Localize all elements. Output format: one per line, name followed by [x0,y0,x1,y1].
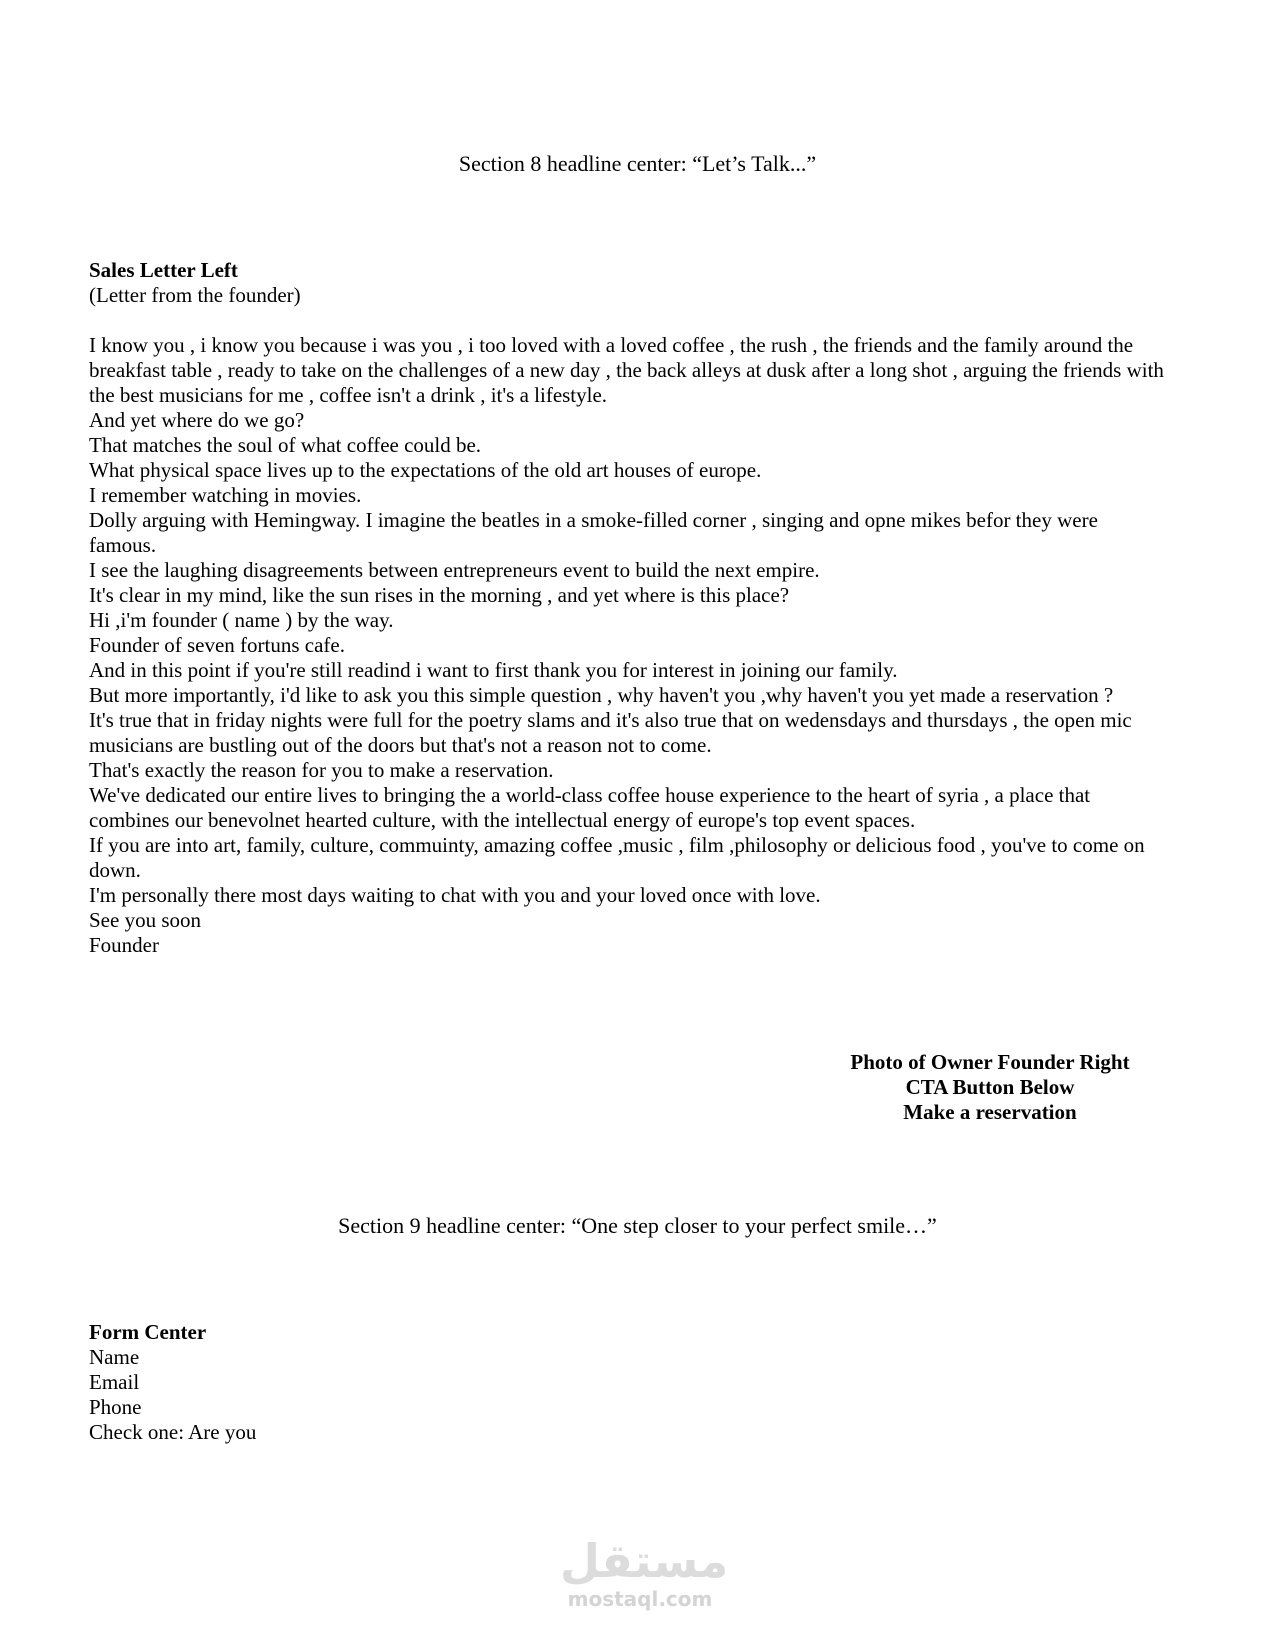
watermark-logo: مستقل [560,1534,729,1588]
founder-photo-notes [820,1050,1160,1125]
letter-paragraph: Hi ,i'm founder ( name ) by the way. [89,608,394,632]
cta-note: CTA Button Below [905,1075,1075,1099]
letter-paragraph: I see the laughing disagreements between entrepreneurs event to build the next empire. [89,558,820,582]
form-field-name: Name [89,1345,140,1369]
form-heading: Form Center [89,1320,207,1344]
form-field-email: Email [89,1370,140,1394]
form-outline [89,1320,1169,1445]
letter-paragraph: That matches the soul of what coffee could be. [89,433,482,457]
letter-paragraph: I'm personally there most days waiting to chat with you and your loved once with love. [89,883,821,907]
letter-paragraph: And yet where do we go? [89,408,305,432]
watermark-domain: mostaql.com [567,1587,713,1611]
section-9-headline: Section 9 headline center: “One step closer to your perfect smile…” [338,1213,937,1238]
letter-paragraph: And in this point if you're still readind i want to first thank you for interest in joining our family. [89,658,898,682]
letter-paragraph: It's clear in my mind, like the sun rises in the morning , and yet where is this place? [89,583,790,607]
form-field-phone: Phone [89,1395,142,1419]
sales-letter-heading: Sales Letter Left [89,258,238,282]
reservation-note: Make a reservation [903,1100,1077,1124]
letter-paragraph: If you are into art, family, culture, commuinty, amazing coffee ,music , film ,philosophy or delicious food , you've to come on down. [89,833,1145,882]
sales-letter-subheading: (Letter from the founder) [89,283,301,307]
letter-paragraph: It's true that in friday nights were full for the poetry slams and it's also true that on wedensdays and thursdays , the open mic musicians are bustling out of the doors but that's not a reason not to come. [89,708,1132,757]
mostaql-watermark [560,1534,729,1625]
letter-paragraph: What physical space lives up to the expectations of the old art houses of europe. [89,458,762,482]
section-8-headline: Section 8 headline center: “Let’s Talk...” [458,151,817,176]
letter-paragraph: I know you , i know you because i was you , i too loved with a loved coffee , the rush , the friends and the family around the breakfast table , ready to take on the challenges of a new day , the back alleys at dusk after a long shot , arguing the friends with the best musicians for me , coffee isn't a drink , it's a lifestyle. [89,333,1164,407]
letter-paragraph: Dolly arguing with Hemingway. I imagine the beatles in a smoke-filled corner , singing and opne mikes befor they were famous. [89,508,1098,557]
sales-letter-body [89,333,1169,958]
letter-paragraph: I remember watching in movies. [89,483,362,507]
photo-note: Photo of Owner Founder Right [850,1050,1130,1074]
letter-paragraph: See you soon [89,908,201,932]
letter-paragraph: Founder of seven fortuns cafe. [89,633,345,657]
letter-paragraph: We've dedicated our entire lives to bringing the a world-class coffee house experience to the heart of syria , a place that combines our benevolnet hearted culture, with the intellectual energy of europe's top event spaces. [89,783,1091,832]
letter-paragraph: Founder [89,933,159,957]
form-field-check: Check one: Are you [89,1420,257,1444]
sales-letter [89,258,1169,958]
letter-paragraph: That's exactly the reason for you to make a reservation. [89,758,554,782]
letter-paragraph: But more importantly, i'd like to ask you this simple question , why haven't you ,why haven't you yet made a reservation ? [89,683,1114,707]
